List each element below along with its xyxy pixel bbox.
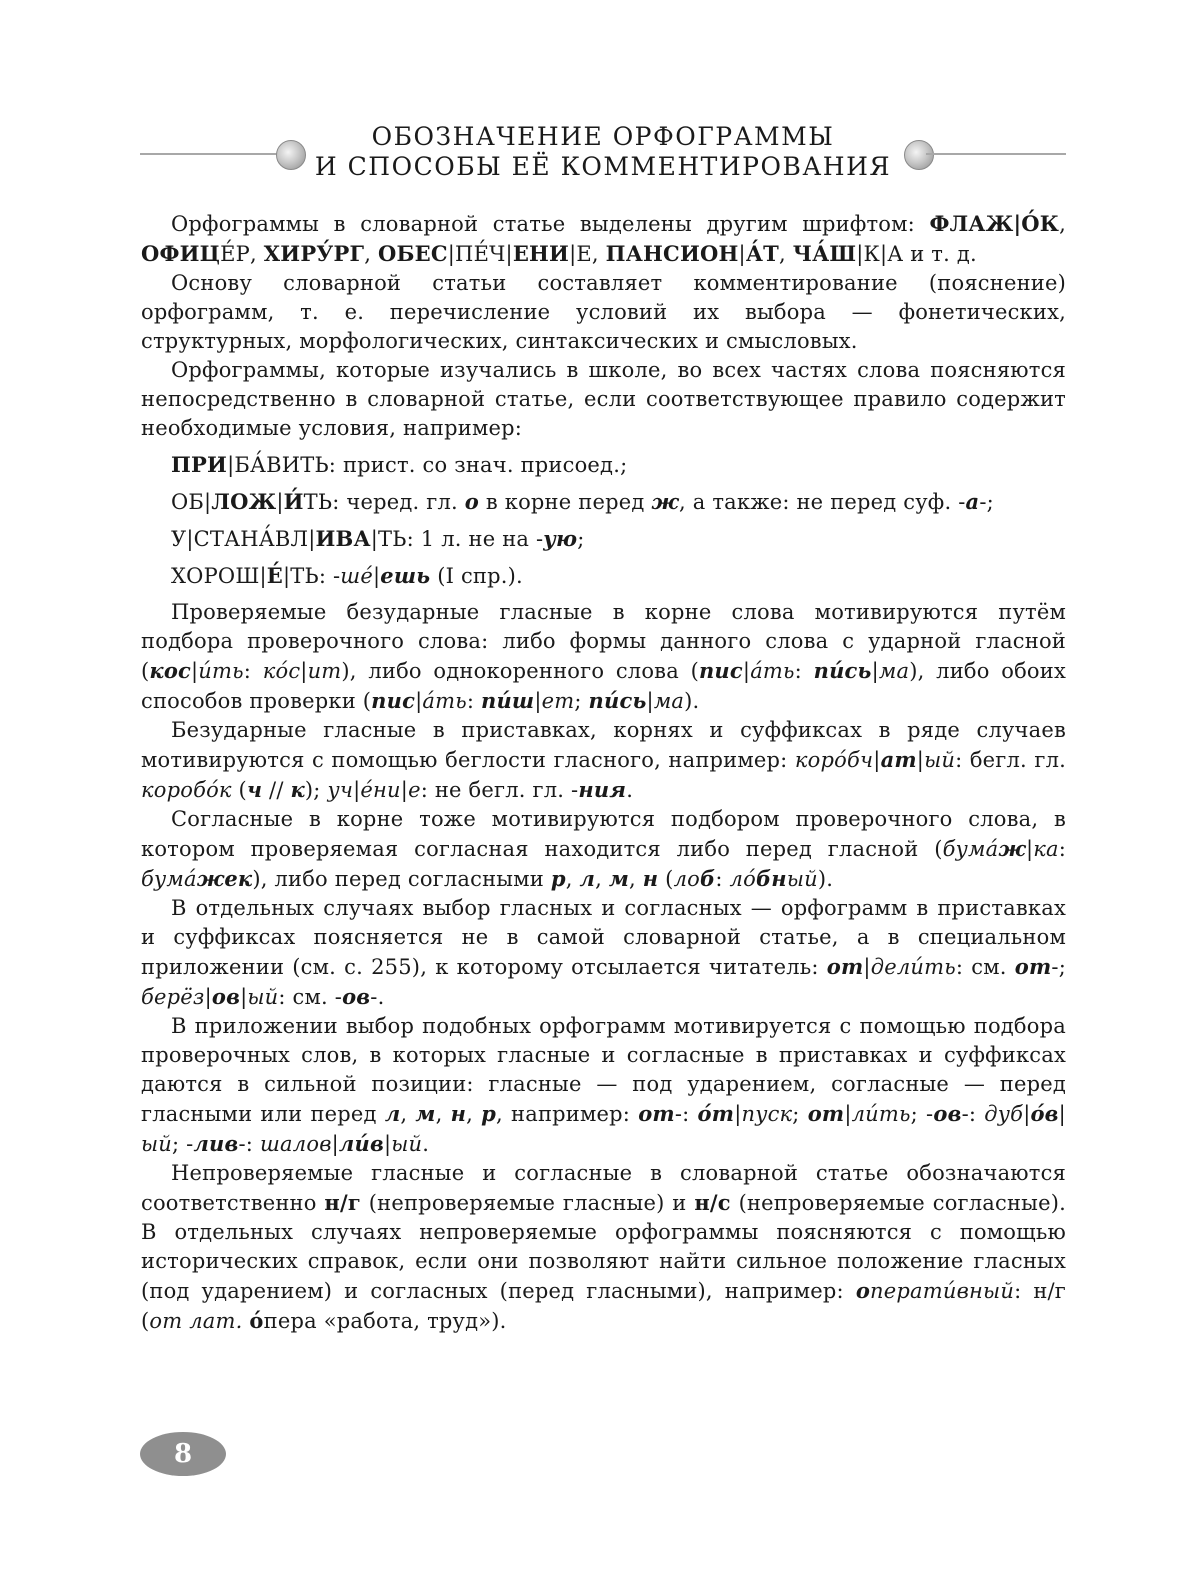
title-line-1: ОБОЗНАЧЕНИЕ ОРФОГРАММЫ (371, 122, 835, 151)
paragraph: Проверяемые безударные гласные в корне слова мотивируются путём подбора проверочного слова: либо формы данного слова с ударной гласной (кос|и́ть: ко́с|ит), либо однокоренного слова (пис|а́ть: пи́сь|ма), либо обоих способов проверки (пис|а́ть: пи́ш|ет; пи́сь|ма). (141, 600, 1067, 713)
paragraph: Орфограммы в словарной статье выделены другим шрифтом: ФЛАЖ|О́К, ОФИЦЕ́Р, ХИРУ́РГ, ОБЕС|ПЕ́Ч|ЕНИ|Е, ПАНСИОН|А́Т, ЧА́Ш|К|А и т. д. (141, 211, 1066, 266)
bullet-ornament-icon (904, 140, 934, 170)
header-rule-right (926, 153, 1066, 155)
body-text (141, 209, 1066, 1336)
header-rule-left (140, 153, 280, 155)
bullet-ornament-icon (276, 140, 306, 170)
page-number-label: 8 (173, 1439, 193, 1469)
title-line-2: И СПОСОБЫ ЕЁ КОММЕНТИРОВАНИЯ (314, 152, 892, 181)
page-header (140, 122, 1066, 186)
paragraph: ПРИ|БА́ВИТЬ: прист. со знач. присоед.; (171, 452, 628, 477)
paragraph: В отдельных случаях выбор гласных и согласных — орфограмм в приставках и суффиксах поясняется не в самой словарной статье, а в специальном приложении (см. с. 255), к которому отсылается читатель: от|дели́ть: см. от-; берёз|ов|ый: см. -ов-. (141, 896, 1066, 1009)
paragraph: Согласные в корне тоже мотивируются подбором проверочного слова, в котором проверяемая согласная находится либо перед гласной (бума́ж|ка: бума́жек), либо перед согласными р, л, м, н (лоб: ло́бный). (141, 807, 1066, 891)
paragraph: Непроверяемые гласные и согласные в словарной статье обозначаются соответственно н/г (непроверяемые гласные) и н/с (непроверяемые согласные). В отдельных случаях непроверяемые орфограммы поясняются с помощью исторических справок, если они позволяют найти сильное положение гласных (под ударением) и согласных (перед гласными), например: операти́вный: н/г (от лат. о́пера «работа, труд»). (141, 1161, 1067, 1333)
paragraph: ОБ|ЛОЖ|И́ТЬ: черед. гл. о в корне перед ж, а также: не перед суф. -а-; (171, 489, 994, 514)
page-number (140, 1432, 226, 1476)
paragraph: У|СТАНА́ВЛ|ИВА|ТЬ: 1 л. не на -ую; (171, 526, 585, 551)
paragraph: ХОРОШ|Е́|ТЬ: -ше́|ешь (I спр.). (171, 563, 523, 588)
paragraph: Основу словарной статьи составляет комментирование (пояснение) орфограмм, т. е. перечисление условий их выбора — фонетических, структурных, морфологических, синтаксических и смысловых. (141, 271, 1066, 353)
page-title (310, 122, 896, 182)
paragraph: Безударные гласные в приставках, корнях и суффиксах в ряде случаев мотивируются с помощью беглости гласного, например: коро́бч|ат|ый: бегл. гл. коробо́к (ч // к); уч|е́ни|е: не бегл. гл. -ния. (141, 718, 1066, 802)
paragraph: Орфограммы, которые изучались в школе, во всех частях слова поясняются непосредственно в словарной статье, если соответствующее правило содержит необходимые условия, например: (141, 358, 1066, 440)
paragraph: В приложении выбор подобных орфограмм мотивируется с помощью подбора проверочных слов, в которых гласные и согласные в приставках и суффиксах даются в сильной позиции: гласные — под ударением, согласные — перед гласными или перед л, м, н, р, например: от-: о́т|пуск; от|ли́ть; -ов-: дуб|о́в|ый; -лив-: шалов|ли́в|ый. (141, 1014, 1066, 1156)
